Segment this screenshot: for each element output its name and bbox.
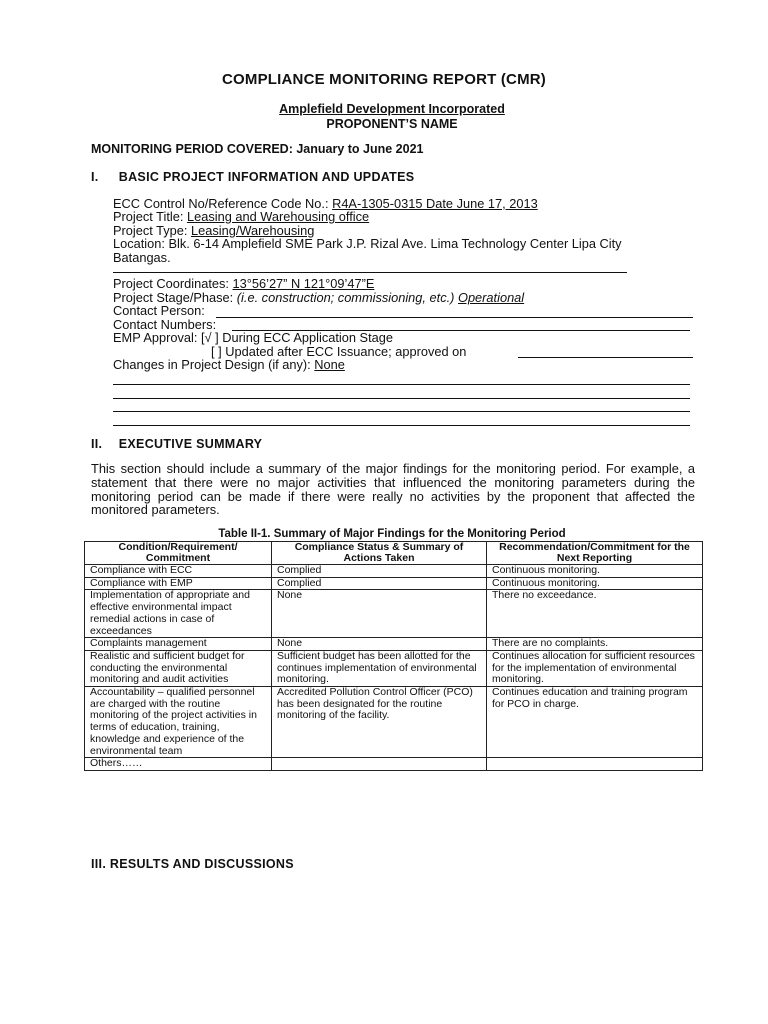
table-cell: Compliance with ECC: [85, 565, 272, 578]
table-cell: Continuous monitoring.: [487, 577, 703, 590]
emp-option-1-checkbox: [√ ]: [200, 330, 219, 345]
project-title-label: Project Title:: [113, 209, 184, 224]
section-2-title: EXECUTIVE SUMMARY: [118, 437, 263, 451]
proponent-name-label: PROPONENT’S NAME: [326, 117, 458, 131]
contact-person-blank: [216, 317, 693, 318]
table-cell: Continues education and training program for PCO in charge.: [487, 687, 703, 758]
table-cell: There are no complaints.: [487, 638, 703, 651]
project-type-label: Project Type:: [113, 223, 188, 238]
section-2-heading: [91, 437, 262, 451]
project-stage-hint: (i.e. construction; commissioning, etc.): [236, 290, 455, 305]
table-row: [85, 590, 703, 638]
section-1-heading: [91, 170, 414, 184]
executive-summary-paragraph: This section should include a summary of the major findings for the monitoring period. For example, a statement that there were no major activities that influenced the monitoring parameters during the monitoring period can be made if there were really no activities by the proponent that affected the monitored parameters.: [91, 461, 695, 518]
project-stage-label: Project Stage/Phase:: [113, 290, 234, 305]
ecc-control-label: ECC Control No/Reference Code No.:: [113, 196, 329, 211]
design-changes-label: Changes in Project Design (if any):: [113, 357, 311, 372]
emp-approval-line: [113, 331, 393, 345]
table-cell: Accredited Pollution Control Officer (PCO) has been designated for the routine monitoring of the facility.: [272, 687, 487, 758]
table-row: [85, 650, 703, 686]
table-caption: Table II-1. Summary of Major Findings for the Monitoring Period: [218, 528, 566, 540]
table-row: [85, 687, 703, 758]
table-cell: Accountability – qualified personnel are charged with the routine monitoring of the project activities in terms of education, training, knowledge and experience of the environmental team: [85, 687, 272, 758]
contact-person-label: Contact Person:: [113, 303, 205, 318]
table-row: [85, 758, 703, 771]
location-line-1: Location: Blk. 6-14 Amplefield SME Park J.P. Rizal Ave. Lima Technology Center Lipa City: [113, 236, 622, 251]
emp-option-1-text: During ECC Application Stage: [222, 330, 393, 345]
emp-option-2-checkbox: [ ]: [211, 344, 222, 359]
location-line-2: Batangas.: [113, 250, 171, 265]
table-cell: Others……: [85, 758, 272, 771]
design-changes-blank-2: [113, 398, 690, 399]
table-cell: Continuous monitoring.: [487, 565, 703, 578]
design-changes-value: None: [314, 357, 345, 372]
table-cell: [272, 758, 487, 771]
monitoring-period: MONITORING PERIOD COVERED: January to June 2021: [91, 142, 424, 156]
section-1-number: I.: [91, 170, 99, 184]
table-row: [85, 638, 703, 651]
table-cell: [487, 758, 703, 771]
table-cell: There no exceedance.: [487, 590, 703, 638]
project-title-value: Leasing and Warehousing office: [186, 209, 370, 224]
contact-numbers-label: Contact Numbers:: [113, 317, 217, 332]
project-coordinates-label: Project Coordinates:: [113, 276, 229, 291]
project-stage-value: Operational: [457, 290, 525, 305]
header-compliance-status: Compliance Status & Summary of Actions Taken: [272, 542, 487, 565]
table-header-row: [85, 542, 703, 565]
table-cell: Sufficient budget has been allotted for the continues implementation of environmental monitoring.: [272, 650, 487, 686]
design-changes-blank-1: [113, 384, 690, 385]
location-blank-line: [113, 272, 627, 273]
emp-option-2-text: Updated after ECC Issuance; approved on: [225, 344, 467, 359]
table-cell: Complied: [272, 565, 487, 578]
table-cell: Implementation of appropriate and effective environmental impact remedial actions in case of exceedances: [85, 590, 272, 638]
design-changes-line: [113, 358, 345, 372]
project-coordinates-line: [113, 277, 374, 291]
report-title: COMPLIANCE MONITORING REPORT (CMR): [221, 71, 546, 88]
ecc-control-value: R4A-1305-0315 Date June 17, 2013: [332, 196, 538, 211]
header-recommendation: Recommendation/Commitment for the Next Reporting: [487, 542, 703, 565]
project-type-value: Leasing/Warehousing: [191, 223, 315, 238]
header-condition: Condition/Requirement/ Commitment: [85, 542, 272, 565]
section-1-title: BASIC PROJECT INFORMATION AND UPDATES: [118, 170, 415, 184]
project-coordinates-value: 13°56’27” N 121°09’47”E: [232, 276, 375, 291]
project-title-line: [113, 210, 369, 224]
table-cell: Compliance with EMP: [85, 577, 272, 590]
contact-person-line: [113, 304, 205, 318]
emp-approval-date-blank: [518, 357, 693, 358]
design-changes-blank-3: [113, 411, 690, 412]
proponent-company-name: Amplefield Development Incorporated: [279, 102, 505, 116]
table-cell: Continues allocation for sufficient resources for the implementation of environmental monitoring.: [487, 650, 703, 686]
major-findings-table: [84, 541, 703, 771]
table-cell: Realistic and sufficient budget for conducting the environmental monitoring and audit activities: [85, 650, 272, 686]
table-cell: Complaints management: [85, 638, 272, 651]
table-row: [85, 577, 703, 590]
section-3-heading: III. RESULTS AND DISCUSSIONS: [91, 857, 294, 871]
table-cell: None: [272, 590, 487, 638]
section-2-number: II.: [91, 437, 103, 451]
emp-approval-label: EMP Approval:: [113, 330, 198, 345]
table-row: [85, 565, 703, 578]
table-cell: Complied: [272, 577, 487, 590]
table-cell: None: [272, 638, 487, 651]
design-changes-blank-4: [113, 425, 690, 426]
